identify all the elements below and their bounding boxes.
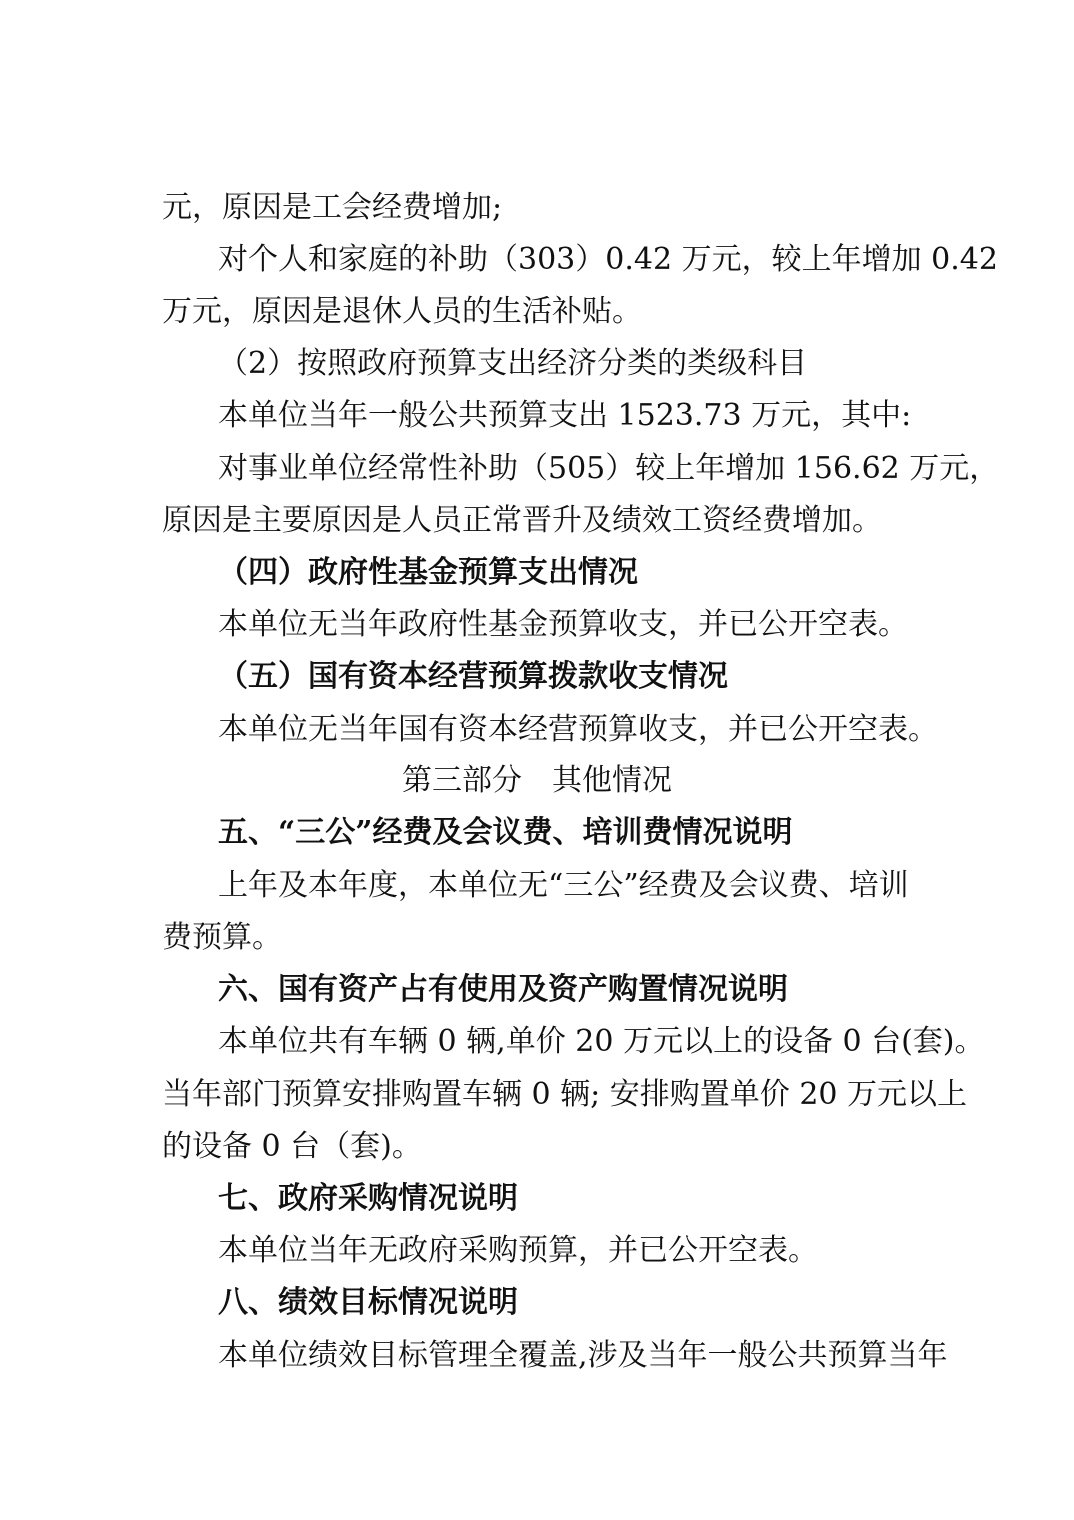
text-line: 费预算。 xyxy=(162,920,282,955)
part-title: 第三部分 其他情况 xyxy=(402,763,672,798)
text-line: 本单位共有车辆 0 辆,单价 20 万元以上的设备 0 台(套)。 xyxy=(218,1024,985,1059)
section-heading: 七、政府采购情况说明 xyxy=(218,1181,518,1216)
text-line: 本单位无当年政府性基金预算收支，并已公开空表。 xyxy=(218,607,908,642)
text-line: 的设备 0 台（套)。 xyxy=(162,1129,422,1164)
text-line: 上年及本年度，本单位无“三公”经费及会议费、培训 xyxy=(218,868,909,903)
text-line: 本单位绩效目标管理全覆盖,涉及当年一般公共预算当年 xyxy=(218,1338,948,1373)
section-heading: 六、国有资产占有使用及资产购置情况说明 xyxy=(218,972,788,1007)
text-line: 对事业单位经常性补助（505）较上年增加 156.62 万元， xyxy=(218,451,1000,486)
section-heading: （四）政府性基金预算支出情况 xyxy=(218,555,638,590)
text-line: 本单位当年无政府采购预算，并已公开空表。 xyxy=(218,1233,818,1268)
text-line: 当年部门预算安排购置车辆 0 辆; 安排购置单价 20 万元以上 xyxy=(162,1077,968,1112)
section-heading: 五、“三公”经费及会议费、培训费情况说明 xyxy=(218,815,793,850)
text-line: 本单位当年一般公共预算支出 1523.73 万元，其中: xyxy=(218,398,912,433)
text-line: 原因是主要原因是人员正常晋升及绩效工资经费增加。 xyxy=(162,503,882,538)
text-line: （2）按照政府预算支出经济分类的类级科目 xyxy=(218,346,808,381)
text-line: 元，原因是工会经费增加; xyxy=(162,190,503,225)
section-heading: （五）国有资本经营预算拨款收支情况 xyxy=(218,659,728,694)
text-line: 本单位无当年国有资本经营预算收支，并已公开空表。 xyxy=(218,712,938,747)
text-line: 万元，原因是退休人员的生活补贴。 xyxy=(162,294,642,329)
section-heading: 八、绩效目标情况说明 xyxy=(218,1285,518,1320)
text-line: 对个人和家庭的补助（303）0.42 万元，较上年增加 0.42 xyxy=(218,242,998,277)
